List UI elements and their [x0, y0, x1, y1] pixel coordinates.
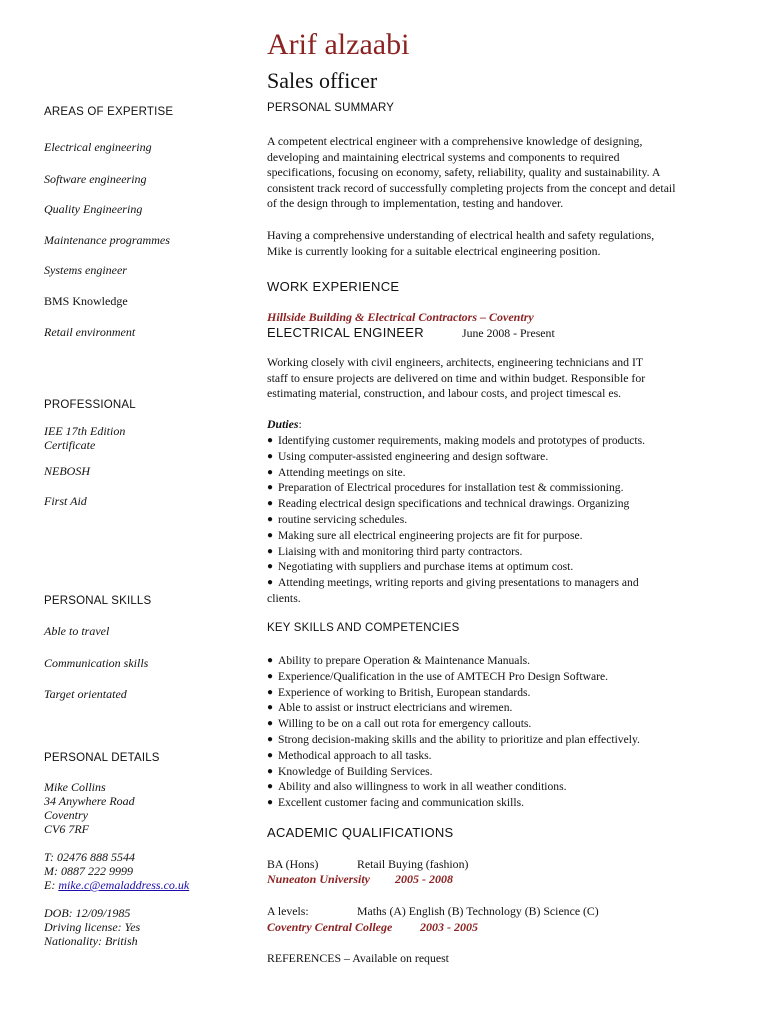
- duty-item: ● Using computer-assisted engineering and design software.: [267, 449, 549, 463]
- key-skills-list: [267, 653, 640, 811]
- bullet-icon: ●: [267, 577, 274, 589]
- professional-item: Certificate: [44, 438, 96, 452]
- key-skill-item: ● Knowledge of Building Services.: [267, 764, 433, 778]
- bullet-icon: ●: [267, 561, 274, 573]
- personal-skills-heading: PERSONAL SKILLS: [44, 595, 152, 607]
- college: Coventry Central College: [267, 920, 393, 934]
- duties-colon: :: [298, 417, 302, 431]
- personal-skill-item: Communication skills: [44, 656, 149, 670]
- key-skill-item: ● Ability and also willingness to work in all weather conditions.: [267, 780, 567, 794]
- duty-item: ● Attending meetings, writing reports and giving presentations to managers and: [267, 576, 639, 590]
- bullet-icon: ●: [267, 718, 274, 730]
- bullet-icon: ●: [267, 749, 274, 761]
- area-item: Systems engineer: [44, 263, 127, 277]
- address-line: Coventry: [44, 808, 88, 822]
- job-description: [267, 355, 722, 402]
- a-levels-label: A levels:: [267, 904, 309, 918]
- job-description-line: staff to ensure projects are delivered on time and within budget. Responsible for: [267, 370, 646, 385]
- summary-line: Mike is currently looking for a suitable electrical engineering position.: [267, 243, 601, 258]
- key-skill-item: ● Willing to be on a call out rota for emergency callouts.: [267, 717, 532, 731]
- summary-line: consistent track record of successfully completing projects from the concept and detail: [267, 180, 676, 195]
- job-description-line: Working closely with civil engineers, architects, engineering technicians and IT: [267, 355, 644, 369]
- professional-heading: PROFESSIONAL: [44, 399, 136, 411]
- duty-item-continued: clients.: [267, 591, 301, 605]
- degree-subject: Retail Buying (fashion): [357, 857, 469, 871]
- bullet-icon: ●: [267, 450, 274, 462]
- employer: Hillside Building & Electrical Contractors – Coventry: [267, 310, 534, 324]
- summary-line: of the design through to implementation, testing and handover.: [267, 196, 564, 211]
- email-label: E:: [44, 878, 59, 892]
- key-skill-item: ● Ability to prepare Operation & Maintenance Manuals.: [267, 654, 531, 667]
- areas-heading: AREAS OF EXPERTISE: [44, 106, 174, 118]
- summary-line: Having a comprehensive understanding of electrical health and safety regulations,: [267, 228, 655, 242]
- candidate-name: Arif alzaabi: [267, 28, 410, 61]
- key-skill-item: ● Strong decision-making skills and the ability to prioritize and plan effectively.: [267, 732, 640, 746]
- duty-item: ● Liaising with and monitoring third party contractors.: [267, 544, 523, 558]
- university-dates: 2005 - 2008: [395, 872, 453, 886]
- university: Nuneaton University: [267, 872, 371, 886]
- a-levels-subjects: Maths (A) English (B) Technology (B) Science (C): [357, 904, 599, 918]
- personal-skill-item: Target orientated: [44, 687, 127, 701]
- job-title: Sales officer: [267, 68, 378, 93]
- bullet-icon: ●: [267, 702, 274, 714]
- phone-mobile: M: 0887 222 9999: [44, 864, 133, 878]
- bullet-icon: ●: [267, 781, 274, 793]
- summary-line: developing and maintaining electrical systems and components to required: [267, 149, 620, 164]
- date-of-birth: DOB: 12/09/1985: [44, 906, 131, 920]
- key-skill-item: ● Experience of working to British, European standards.: [267, 685, 531, 699]
- key-skill-item: ● Able to assist or instruct electricians and wiremen.: [267, 701, 513, 715]
- academic-heading: ACADEMIC QUALIFICATIONS: [267, 825, 454, 840]
- key-skill-item: ● Experience/Qualification in the use of AMTECH Pro Design Software.: [267, 669, 609, 683]
- duty-item: ● Making sure all electrical engineering projects are fit for purpose.: [267, 528, 583, 542]
- key-skill-item: ● Excellent customer facing and communication skills.: [267, 796, 524, 810]
- driving-license: Driving license: Yes: [44, 920, 141, 934]
- duty-item: ● Attending meetings on site.: [267, 465, 406, 479]
- personal-details-heading: PERSONAL DETAILS: [44, 752, 160, 764]
- professional-item: IEE 17th Edition: [44, 424, 126, 438]
- bullet-icon: ●: [267, 466, 274, 478]
- work-experience-heading: WORK EXPERIENCE: [267, 279, 400, 294]
- summary-line: A competent electrical engineer with a comprehensive knowledge of designing,: [267, 134, 643, 148]
- bullet-icon: ●: [267, 435, 274, 446]
- key-skill-item: ● Methodical approach to all tasks.: [267, 748, 432, 762]
- personal-summary-heading: PERSONAL SUMMARY: [267, 102, 395, 114]
- email-row: [44, 878, 189, 893]
- bullet-icon: ●: [267, 670, 274, 682]
- address-line: 34 Anywhere Road: [44, 794, 135, 808]
- summary-line: specifications, focusing on economy, safety, reliability, quality and sustainability. A: [267, 165, 661, 180]
- duty-item: ● Preparation of Electrical procedures for installation test & commissioning.: [267, 481, 624, 495]
- summary-paragraph-1: [267, 134, 722, 212]
- bullet-icon: ●: [267, 765, 274, 777]
- area-item: Quality Engineering: [44, 202, 143, 216]
- professional-item: First Aid: [44, 494, 87, 508]
- address-line: CV6 7RF: [44, 822, 89, 836]
- job-role: ELECTRICAL ENGINEER: [267, 325, 424, 340]
- phone-landline: T: 02476 888 5544: [44, 850, 136, 864]
- bullet-icon: ●: [267, 513, 274, 525]
- bullet-icon: ●: [267, 686, 274, 698]
- duty-item: ● Identifying customer requirements, making models and prototypes of products.: [267, 434, 646, 447]
- references: REFERENCES – Available on request: [267, 951, 449, 965]
- job-dates: June 2008 - Present: [462, 326, 555, 340]
- personal-skill-item: Able to travel: [44, 624, 110, 638]
- address-line: Mike Collins: [44, 780, 106, 794]
- bullet-icon: ●: [267, 655, 274, 666]
- bullet-icon: ●: [267, 529, 274, 541]
- area-item: Electrical engineering: [44, 140, 152, 154]
- area-item: BMS Knowledge: [44, 294, 128, 308]
- bullet-icon: ●: [267, 797, 274, 809]
- bullet-icon: ●: [267, 498, 274, 510]
- bullet-icon: ●: [267, 733, 274, 745]
- bullet-icon: ●: [267, 545, 274, 557]
- duty-item: ● Negotiating with suppliers and purchase items at optimum cost.: [267, 560, 574, 574]
- key-skills-heading: KEY SKILLS AND COMPETENCIES: [267, 622, 460, 634]
- summary-paragraph-2: [267, 228, 722, 259]
- degree: BA (Hons): [267, 857, 319, 871]
- area-item: Retail environment: [44, 325, 136, 339]
- duties-label-text: Duties: [267, 417, 299, 431]
- duty-item: ● Reading electrical design specifications and technical drawings. Organizing: [267, 497, 630, 511]
- duties-list: [267, 433, 645, 591]
- area-item: Maintenance programmes: [44, 233, 170, 247]
- area-item: Software engineering: [44, 172, 147, 186]
- nationality: Nationality: British: [44, 934, 138, 948]
- duties-label: [267, 417, 302, 433]
- email-link[interactable]: mike.c@emaladdress.co.uk: [58, 878, 190, 892]
- bullet-icon: ●: [267, 482, 274, 494]
- college-dates: 2003 - 2005: [420, 920, 478, 934]
- job-description-line: estimating material, construction, and labour costs, and project timescal es.: [267, 386, 622, 401]
- professional-item: NEBOSH: [44, 464, 90, 478]
- duty-item: ● routine servicing schedules.: [267, 512, 408, 526]
